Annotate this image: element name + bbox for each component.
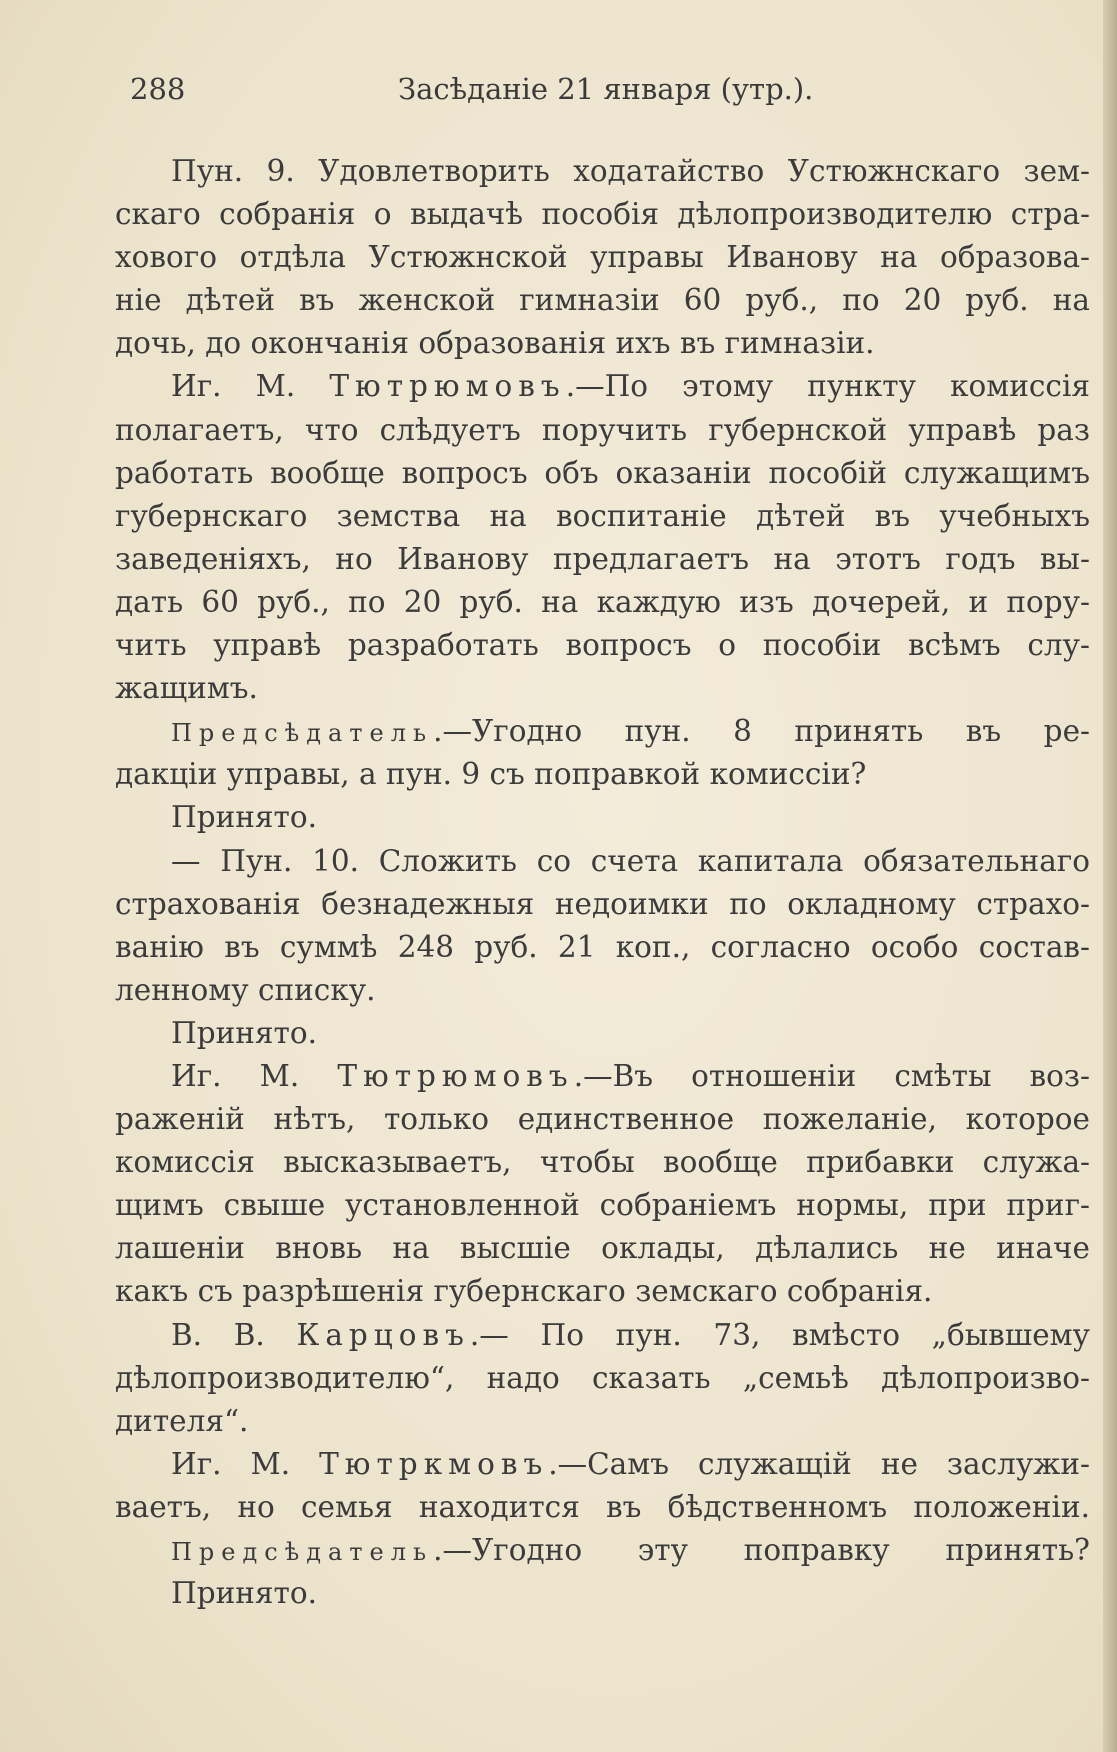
running-title: Засѣданіе 21 января (утр.).	[398, 72, 814, 106]
speaker-initials: Иг. М.	[171, 1058, 338, 1093]
speaker-name: Карцовъ	[296, 1317, 470, 1352]
speaker-title: Предсѣдатель	[171, 719, 434, 748]
speaker-name: Тютрюмовъ	[329, 369, 566, 404]
text-line: ванію въ суммѣ 248 руб. 21 коп., согласно особо состав-	[115, 929, 1090, 964]
page-number: 288	[130, 72, 186, 106]
text-line: лашеніи вновь на высшіе оклады, дѣлались не иначе	[115, 1231, 1090, 1266]
text-line: полагаетъ, что слѣдуетъ поручить губернской управѣ раз	[115, 412, 1090, 447]
text-line: дителя“.	[115, 1403, 249, 1438]
text-line: хового отдѣла Устюжнской управы Иванову на образова-	[115, 240, 1090, 275]
page-body	[115, 150, 1090, 1615]
resolution-line: Принято.	[171, 1015, 318, 1050]
text-line: дать 60 руб., по 20 руб. на каждую изъ дочерей, и пору-	[115, 584, 1090, 619]
text-line: щимъ свыше установленной собраніемъ нормы, при приг-	[115, 1188, 1090, 1223]
text-line: ленному списку.	[115, 972, 376, 1007]
speech-text: .—По этому пункту комиссія	[565, 369, 1090, 404]
speech-line	[115, 710, 1090, 753]
text-line: страхованія безнадежныя недоимки по окладному страхо-	[115, 886, 1090, 921]
text-line: дѣлопроизводителю“, надо сказать „семьѣ дѣлопроизво-	[115, 1360, 1090, 1395]
speech-text: .— По пун. 73, вмѣсто „бывшему	[469, 1317, 1090, 1352]
text-line: раженій нѣтъ, только единственное пожеланіе, которое	[115, 1102, 1090, 1137]
speaker-initials: В. В.	[171, 1317, 297, 1352]
resolution-line: Принято.	[171, 800, 318, 835]
text-line: какъ съ разрѣшенія губернскаго земскаго собранія.	[115, 1274, 933, 1309]
text-line: дакціи управы, а пун. 9 съ поправкой комиссіи?	[115, 757, 867, 792]
speech-line	[115, 1314, 1090, 1357]
speech-text: .—Самъ служащій не заслужи-	[548, 1446, 1090, 1481]
text-line: Пун. 9. Удовлетворить ходатайство Устюжнскаго зем-	[171, 154, 1090, 188]
speaker-initials: Иг. М.	[171, 1446, 320, 1481]
text-line: ніе дѣтей въ женской гимназіи 60 руб., по 20 руб. на	[115, 283, 1090, 318]
text-line: жащимъ.	[115, 671, 258, 706]
speech-text: .—Угодно пун. 8 принять въ ре-	[433, 714, 1090, 749]
speaker-initials: Иг. М.	[171, 369, 330, 404]
speech-text: .—Въ отношеніи смѣты воз-	[573, 1058, 1090, 1093]
page-header	[130, 72, 1030, 112]
text-line: ваетъ, но семья находится въ бѣдственномъ положеніи.	[115, 1489, 1090, 1524]
text-line: чить управѣ разработать вопросъ о пособіи всѣмъ слу-	[115, 628, 1090, 663]
speech-line	[115, 365, 1090, 408]
speaker-title: Предсѣдатель	[171, 1538, 434, 1566]
text-line: скаго собранія о выдачѣ пособія дѣлопроизводителю стра-	[115, 197, 1090, 232]
text-line: работать вообще вопросъ объ оказаніи пособій служащимъ	[115, 455, 1090, 490]
speech-line	[115, 1443, 1090, 1486]
speech-text: .—Угодно эту поправку принять?	[433, 1533, 1090, 1567]
text-line: заведеніяхъ, но Иванову предлагаетъ на этотъ годъ вы-	[115, 541, 1090, 576]
page-edge-shadow	[1103, 0, 1117, 1752]
text-line: дочь, до окончанія образованія ихъ въ гимназіи.	[115, 326, 875, 361]
text-line: комиссія высказываетъ, чтобы вообще прибавки служа-	[115, 1145, 1090, 1180]
speech-line	[115, 1055, 1090, 1098]
text-line: губернскаго земства на воспитаніе дѣтей въ учебныхъ	[115, 498, 1090, 533]
speech-line	[115, 1529, 1090, 1572]
resolution-line: Принято.	[171, 1576, 318, 1611]
speaker-name: Тютрюмовъ	[337, 1058, 574, 1093]
speaker-name: Тютркмовъ	[319, 1446, 549, 1481]
text-line: — Пун. 10. Сложить со счета капитала обязательнаго	[171, 843, 1090, 878]
